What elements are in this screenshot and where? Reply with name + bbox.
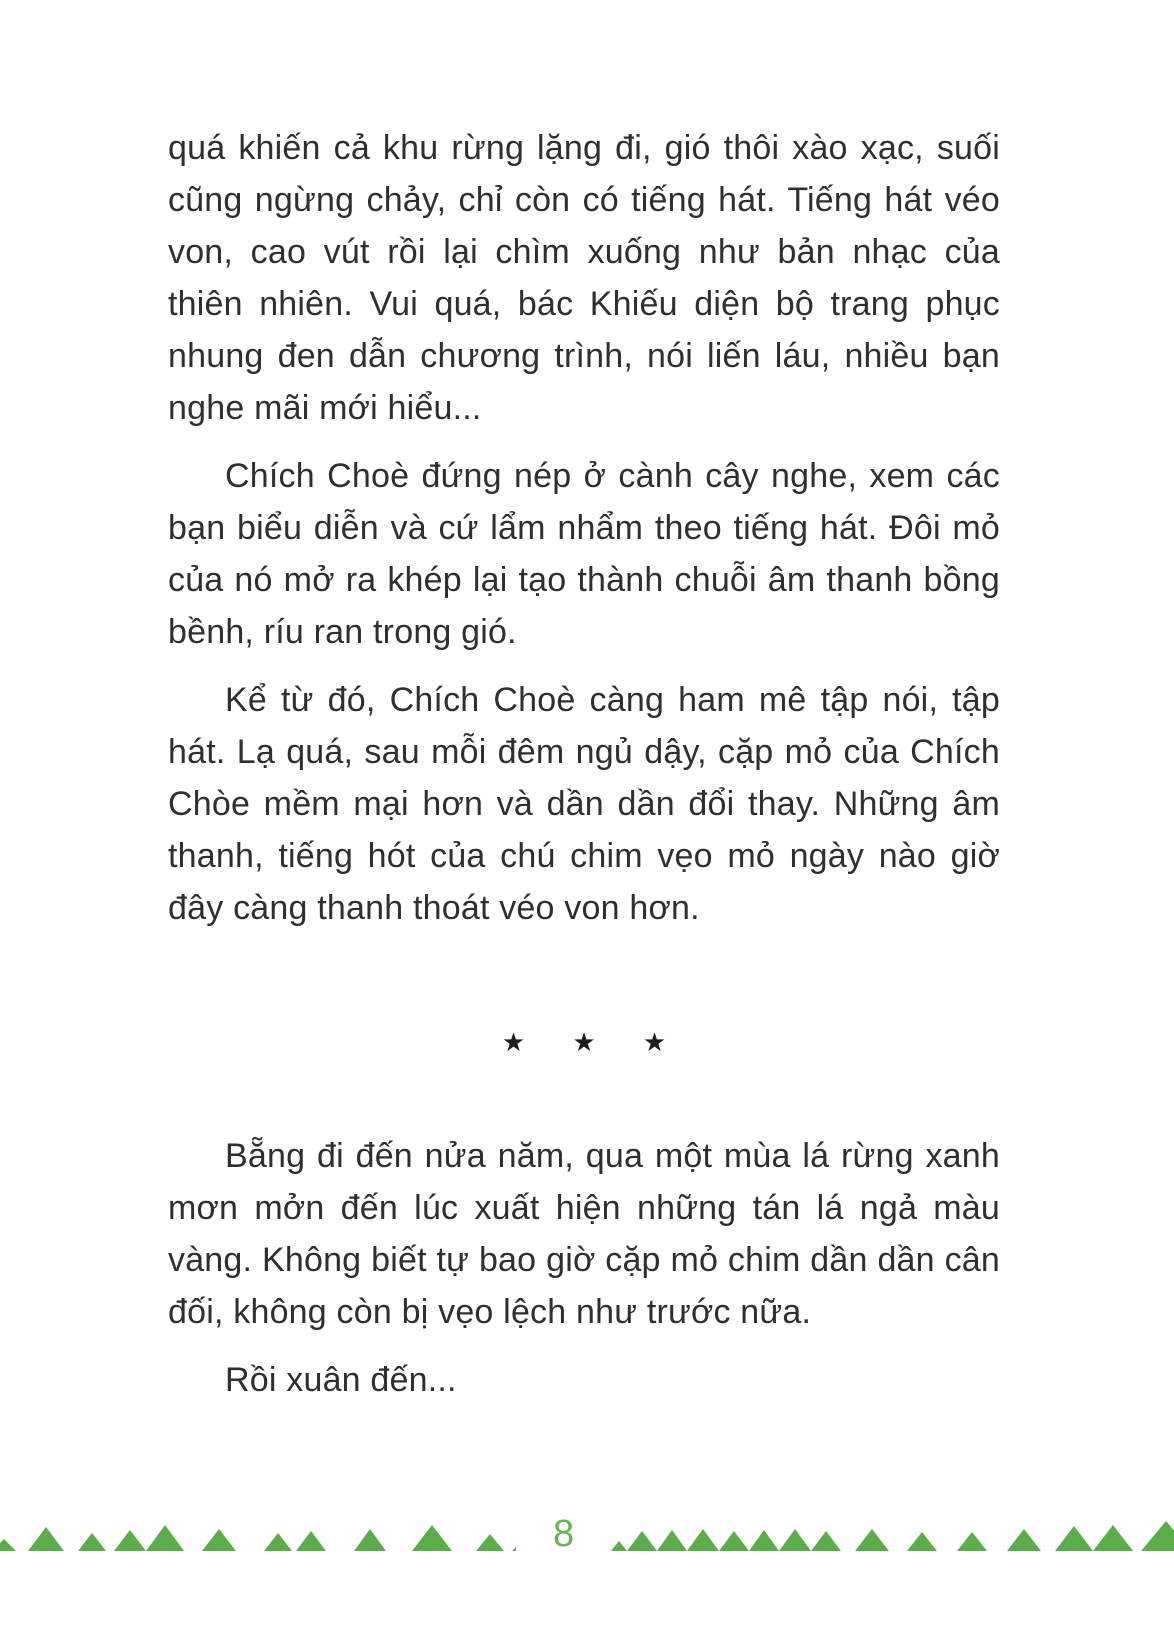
triangle-icon [412, 1525, 452, 1551]
triangle-icon [719, 1531, 749, 1551]
triangle-icon [657, 1530, 687, 1551]
section-separator [168, 1022, 1000, 1062]
paragraph: Bẵng đi đến nửa năm, qua một mùa lá rừng xanh mơn mởn đến lúc xuất hiện những tán lá ngả màu vàng. Không biết tự bao giờ cặp mỏ chim dần dần cân đối, không còn bị vẹo lệch như trước nữa. [168, 1137, 1000, 1331]
paragraph: Rồi xuân đến... [225, 1361, 457, 1399]
triangle-icon [687, 1529, 719, 1551]
triangle-icon [296, 1531, 326, 1551]
triangle-icon [1007, 1529, 1041, 1551]
triangle-icon [354, 1529, 386, 1551]
triangle-icon [1055, 1526, 1093, 1551]
triangle-border-right [611, 1521, 1174, 1551]
paragraph: Chích Choè đứng nép ở cành cây nghe, xem các bạn biểu diễn và cứ lẩm nhẩm theo tiếng hát. Đôi mỏ của nó mở ra khép lại tạo thành chuỗi âm thanh bồng bềnh, ríu ran trong gió. [168, 457, 1000, 651]
triangle-icon [114, 1530, 146, 1551]
triangle-icon [1093, 1525, 1133, 1551]
triangle-border-left [0, 1525, 516, 1551]
triangle-icon [28, 1527, 64, 1551]
triangle-icon [78, 1533, 106, 1551]
triangle-icon [779, 1529, 811, 1551]
triangle-icon [476, 1534, 504, 1551]
triangle-icon [957, 1532, 987, 1551]
separator-stars-icon: ★ ★ ★ [501, 1027, 687, 1057]
triangle-icon [146, 1525, 184, 1551]
story-text [168, 122, 1000, 1422]
triangle-icon [202, 1529, 236, 1551]
triangle-icon [627, 1531, 657, 1551]
triangle-icon [811, 1531, 841, 1551]
triangle-icon [855, 1529, 889, 1551]
page-footer [0, 1513, 1174, 1555]
paragraph: quá khiến cả khu rừng lặng đi, gió thôi xào xạc, suối cũng ngừng chảy, chỉ còn có tiếng hát. Tiếng hát véo von, cao vút rồi lại chìm xuống như bản nhạc của thiên nhiên. Vui quá, bác Khiếu diện bộ trang phục nhung đen dẫn chương trình, nói liến láu, nhiều bạn nghe mãi mới hiểu... [168, 129, 1000, 427]
triangle-icon [0, 1539, 16, 1551]
triangle-icon [1141, 1521, 1174, 1551]
triangle-icon [749, 1530, 779, 1551]
triangle-icon [264, 1533, 292, 1551]
triangle-icon [907, 1532, 937, 1551]
triangle-icon [611, 1541, 627, 1551]
paragraph: Kể từ đó, Chích Choè càng ham mê tập nói, tập hát. Lạ quá, sau mỗi đêm ngủ dậy, cặp mỏ của Chích Chòe mềm mại hơn và dần dần đổi thay. Những âm thanh, tiếng hót của chú chim vẹo mỏ ngày nào giờ đây càng thanh thoát véo von hơn. [168, 681, 1000, 927]
page-number: 8 [553, 1513, 575, 1555]
